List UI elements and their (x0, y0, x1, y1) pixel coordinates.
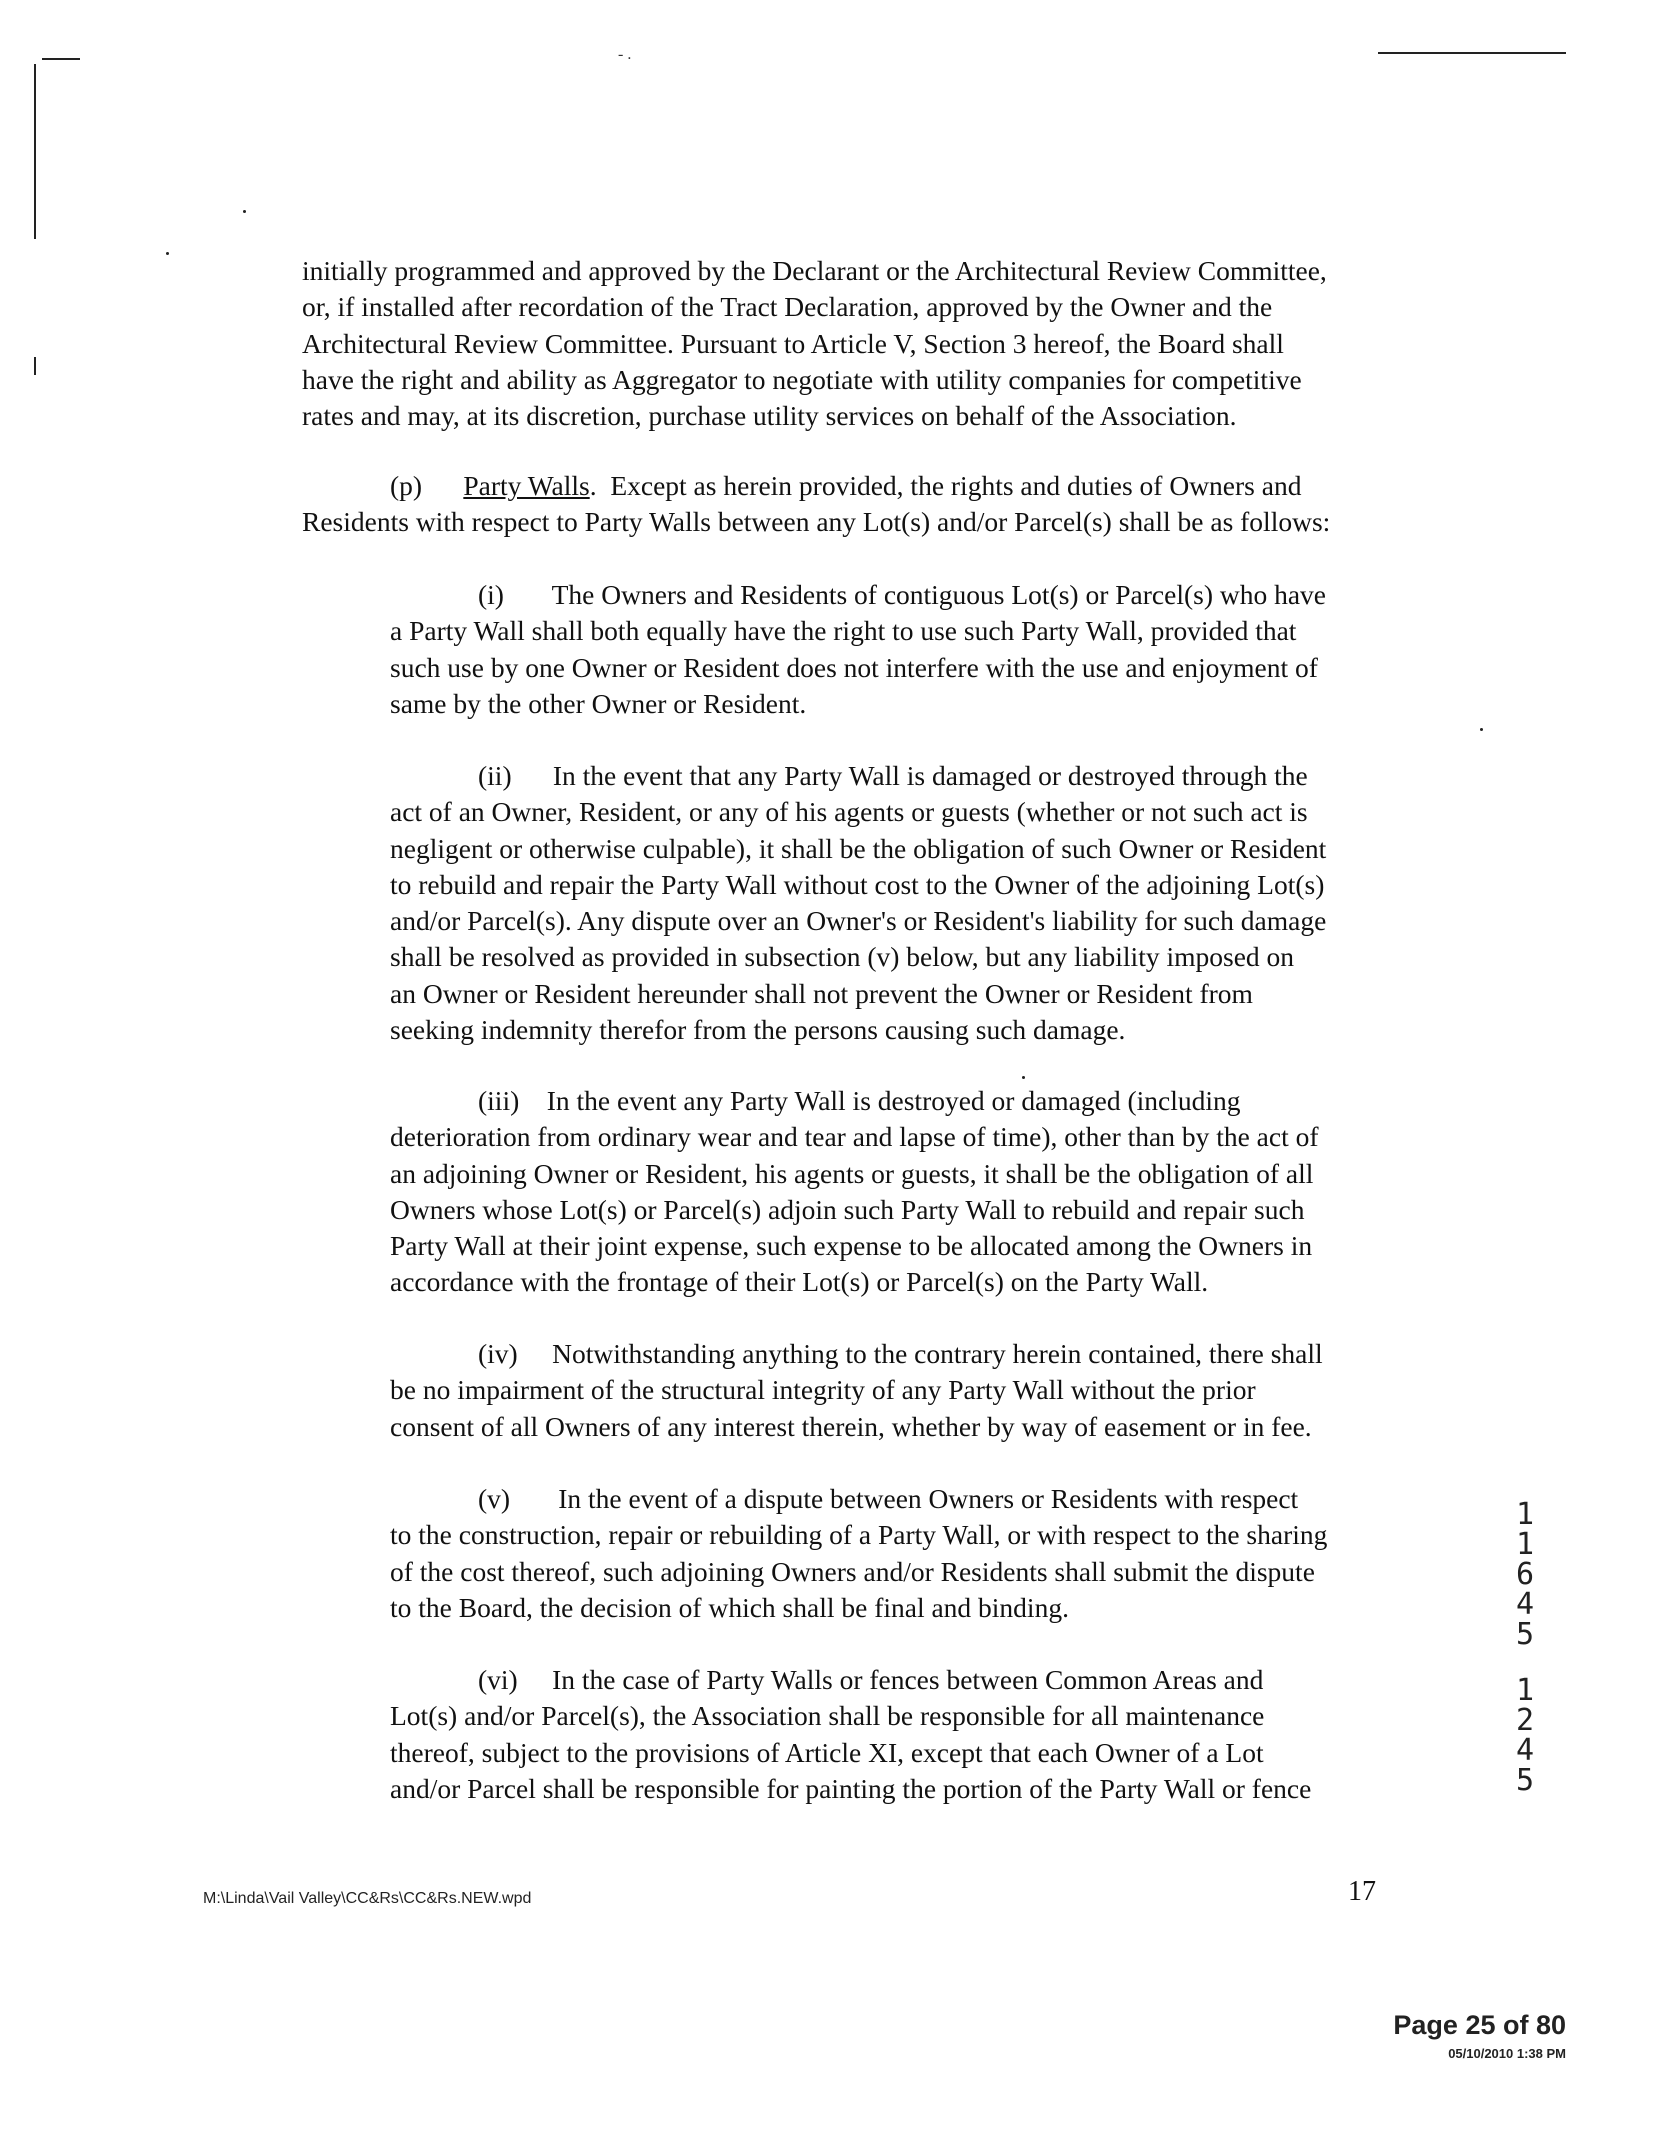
text-line: Owners whose Lot(s) or Parcel(s) adjoin such Party Wall to rebuild and repair such (390, 1193, 1305, 1225)
text-line: Party Wall at their joint expense, such expense to be allocated among the Owners in (390, 1230, 1313, 1262)
text-line: such use by one Owner or Resident does not interfere with the use and enjoyment of (390, 651, 1318, 683)
text-line: to the Board, the decision of which shall be final and binding. (390, 1591, 1069, 1623)
section-p-label: (p) (390, 470, 423, 501)
stamp-digit: 5 (1515, 1763, 1535, 1798)
text-line: a Party Wall shall both equally have the right to use such Party Wall, provided that (390, 615, 1297, 647)
stamp-digit: 4 (1515, 1733, 1535, 1768)
scan-speck (166, 252, 169, 255)
text-line: Architectural Review Committee. Pursuant to Article V, Section 3 hereof, the Board shall (302, 327, 1284, 359)
section-p-heading: Party Walls (463, 470, 590, 501)
text-line: an Owner or Resident hereunder shall not prevent the Owner or Resident from (390, 977, 1253, 1009)
subsection-label: (v) (478, 1483, 511, 1514)
text-line: Lot(s) and/or Parcel(s), the Association shall be responsible for all maintenance (390, 1700, 1265, 1732)
stamp-digit: 5 (1515, 1617, 1535, 1652)
stamp-digit: 4 (1515, 1587, 1535, 1622)
subsection-iii (390, 1083, 1382, 1301)
subsection-label: (vi) (478, 1664, 518, 1695)
stamp-digit: 6 (1515, 1557, 1535, 1592)
text-line: seeking indemnity therefor from the persons causing such damage. (390, 1014, 1126, 1046)
scan-speck (243, 210, 246, 213)
text-line: In the event of a dispute between Owners or Residents with respect (558, 1483, 1299, 1514)
text-line: of the cost thereof, such adjoining Owners and/or Residents shall submit the dispute (390, 1555, 1315, 1587)
recording-stamp-digits (1508, 1497, 1542, 1798)
text-line: Residents with respect to Party Walls between any Lot(s) and/or Parcel(s) shall be as follows: (302, 506, 1331, 538)
subsection-label: (ii) (478, 760, 512, 791)
subsection-label: (iv) (478, 1338, 518, 1369)
text-line: to the construction, repair or rebuilding of a Party Wall, or with respect to the sharing (390, 1519, 1328, 1551)
text-line: and/or Parcel shall be responsible for painting the portion of the Party Wall or fence (390, 1772, 1312, 1804)
subsection-first-line (390, 1662, 1382, 1698)
text-line: In the event that any Party Wall is damaged or destroyed through the (552, 760, 1308, 791)
text-line: to rebuild and repair the Party Wall without cost to the Owner of the adjoining Lot(s) (390, 868, 1325, 900)
stamp-digit: 1 (1515, 1673, 1535, 1708)
subsection-v (390, 1481, 1382, 1626)
top-scan-mark: - . (618, 46, 632, 63)
section-p-line (302, 468, 1382, 504)
scan-mark-top-right (1378, 52, 1566, 54)
text-line: be no impairment of the structural integrity of any Party Wall without the prior (390, 1374, 1256, 1406)
page-of-label: Page 25 of 80 (1393, 2010, 1566, 2040)
section-p-line1-rest: . Except as herein provided, the rights and duties of Owners and (589, 470, 1302, 501)
text-line: consent of all Owners of any interest therein, whether by way of easement or in fee. (390, 1410, 1312, 1442)
scan-mark-top-left (42, 58, 80, 60)
footer-file-path: M:\Linda\Vail Valley\CC&Rs\CC&Rs.NEW.wpd (203, 1890, 532, 1907)
section-p-party-walls (302, 468, 1382, 541)
subsection-first-line (390, 758, 1382, 794)
subsection-first-line (390, 577, 1382, 613)
text-line: initially programmed and approved by the Declarant or the Architectural Review Committee, (302, 255, 1327, 286)
subsection-first-line (390, 1083, 1382, 1119)
text-line: deterioration from ordinary wear and tear and lapse of time), other than by the act of (390, 1121, 1319, 1153)
footer-page-number: 17 (1348, 1876, 1376, 1907)
subsection-label: (i) (478, 579, 504, 610)
text-line: Notwithstanding anything to the contrary herein contained, there shall (552, 1338, 1323, 1369)
text-line: act of an Owner, Resident, or any of his agents or guests (whether or not such act is (390, 796, 1308, 828)
subsection-i (390, 577, 1382, 722)
text-line: negligent or otherwise culpable), it shall be the obligation of such Owner or Resident (390, 832, 1327, 864)
subsection-first-line (390, 1481, 1382, 1517)
scan-mark-left-tick (34, 357, 36, 375)
print-timestamp: 05/10/2010 1:38 PM (1448, 2046, 1566, 2061)
text-line: accordance with the frontage of their Lot(s) or Parcel(s) on the Party Wall. (390, 1266, 1209, 1298)
text-line: The Owners and Residents of contiguous Lot(s) or Parcel(s) who have (551, 579, 1327, 610)
subsection-ii (390, 758, 1382, 1048)
scan-speck (1022, 1076, 1025, 1079)
text-line: thereof, subject to the provisions of Article XI, except that each Owner of a Lot (390, 1736, 1264, 1768)
text-line: rates and may, at its discretion, purchase utility services on behalf of the Association. (302, 400, 1237, 432)
subsection-first-line (390, 1336, 1382, 1372)
stamp-digit: 2 (1515, 1703, 1535, 1738)
subsection-label: (iii) (478, 1085, 520, 1116)
text-line: and/or Parcel(s). Any dispute over an Owner's or Resident's liability for such damage (390, 905, 1327, 937)
text-line: In the event any Party Wall is destroyed or damaged (including (546, 1085, 1241, 1116)
scan-mark-left-bar (34, 64, 36, 239)
text-line: same by the other Owner or Resident. (390, 687, 807, 719)
text-line: shall be resolved as provided in subsection (v) below, but any liability imposed on (390, 941, 1295, 973)
stamp-digit: 1 (1515, 1527, 1535, 1562)
text-line: In the case of Party Walls or fences between Common Areas and (552, 1664, 1264, 1695)
subsection-iv (390, 1336, 1382, 1445)
stamp-digit: 1 (1515, 1497, 1535, 1532)
text-line: an adjoining Owner or Resident, his agents or guests, it shall be the obligation of all (390, 1157, 1314, 1189)
scan-speck (1480, 728, 1483, 731)
text-line: have the right and ability as Aggregator to negotiate with utility companies for competitive (302, 363, 1302, 395)
subsection-vi (390, 1662, 1382, 1807)
continuation-paragraph (302, 253, 1382, 434)
text-line: or, if installed after recordation of the Tract Declaration, approved by the Owner and the (302, 291, 1273, 323)
